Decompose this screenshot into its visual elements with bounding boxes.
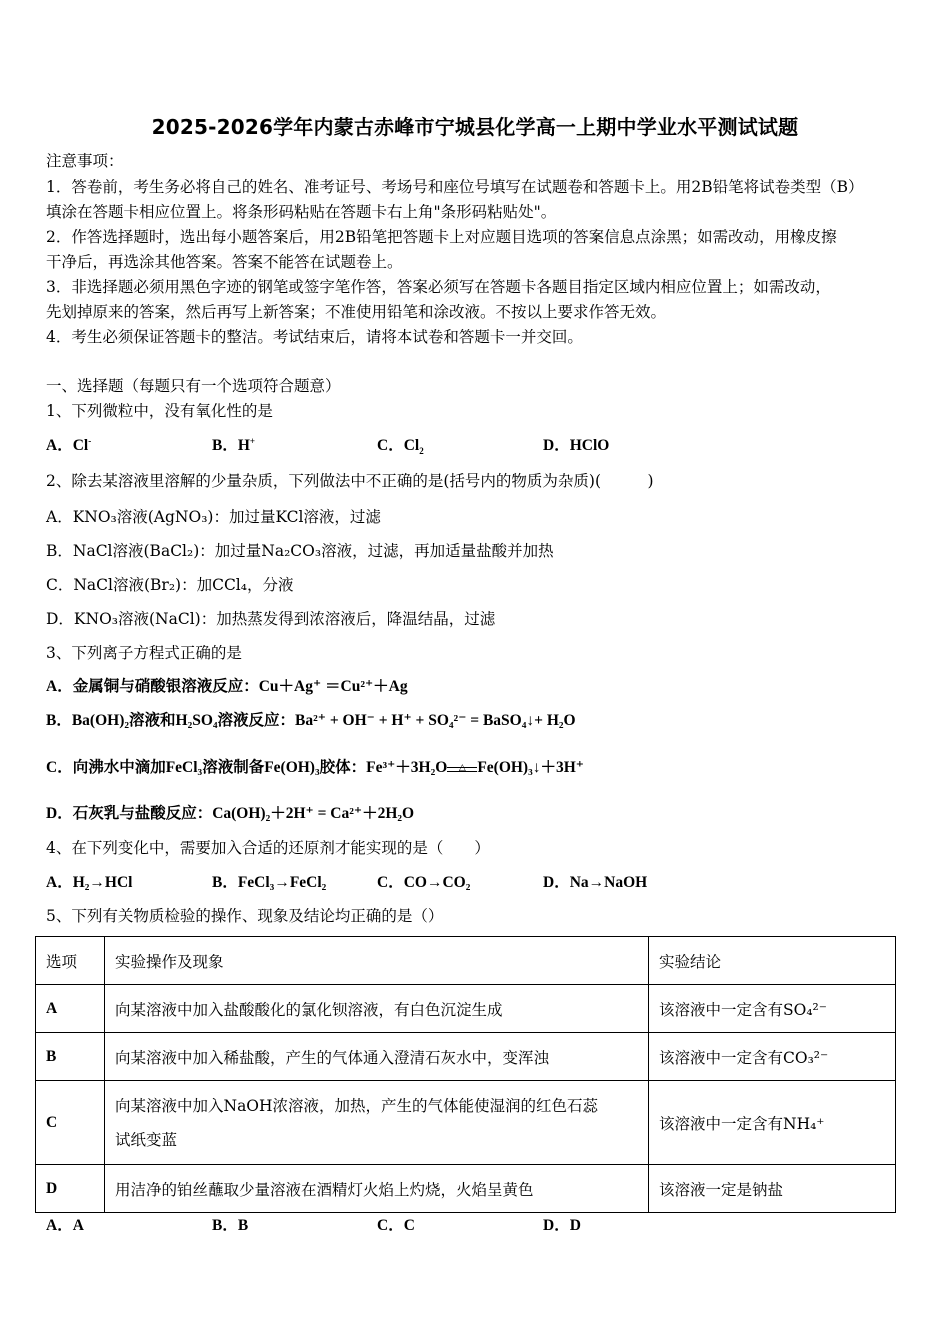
q3-stem: 3、下列离子方程式正确的是 xyxy=(46,644,242,662)
header-option: 选项 xyxy=(36,937,105,985)
heat-equals-sign: △ xyxy=(447,769,477,772)
table-row xyxy=(36,985,896,1033)
q1-option-d: D．HClO xyxy=(543,437,610,454)
q2-stem: 2、除去某溶液里溶解的少量杂质，下列做法中不正确的是(括号内的物质为杂质)( ) xyxy=(46,472,654,490)
row-option: C xyxy=(36,1081,105,1165)
notice-line-5: 3．非选择题必须用黑色字迹的钢笔或签字笔作答，答案必须写在答题卡各题目指定区域内相应位置上；如需改动， xyxy=(46,278,831,296)
q4-option-b: B．FeCl₃→FeCl₂ xyxy=(212,874,327,891)
q2-option-c: C．NaCl溶液(Br₂)：加CCl₄，分液 xyxy=(46,576,294,594)
q4-stem: 4、在下列变化中，需要加入合适的还原剂才能实现的是（ ） xyxy=(46,839,490,857)
notice-line-4: 干净后，再选涂其他答案。答案不能答在试题卷上。 xyxy=(46,253,403,271)
q1-stem: 1、下列微粒中，没有氧化性的是 xyxy=(46,402,273,420)
q1-option-c: C．$Cl_2$ xyxy=(377,437,424,457)
q2-option-a: A．KNO₃溶液(AgNO₃)：加过量KCl溶液，过滤 xyxy=(46,508,381,526)
row-operation: 用洁净的铂丝蘸取少量溶液在酒精灯火焰上灼烧，火焰呈黄色 xyxy=(105,1165,649,1213)
table-row xyxy=(36,1081,896,1165)
table-header-row xyxy=(36,937,896,985)
q1-option-b: B．H+ xyxy=(212,435,256,454)
q3-option-c: C．向沸水中滴加FeCl₃溶液制备Fe(OH)₃胶体：Fe³⁺＋3H₂O △ Fe(OH)₃↓＋3H⁺ xyxy=(46,759,584,776)
q5-table xyxy=(35,936,896,1213)
row-conclusion: 该溶液中一定含有SO₄²⁻ xyxy=(649,985,896,1033)
q5-stem: 5、下列有关物质检验的操作、现象及结论均正确的是（） xyxy=(46,907,444,925)
table-row xyxy=(36,1165,896,1213)
q3-option-a: A．金属铜与硝酸银溶液反应：Cu＋Ag⁺ ＝Cu²⁺＋Ag xyxy=(46,678,408,695)
q2-option-d: D．KNO₃溶液(NaCl)：加热蒸发得到浓溶液后，降温结晶，过滤 xyxy=(46,610,496,628)
header-operation: 实验操作及现象 xyxy=(105,937,649,985)
row-option: B xyxy=(36,1033,105,1081)
q4-option-d: D．Na→NaOH xyxy=(543,874,648,891)
notice-line-3: 2．作答选择题时，选出每小题答案后，用2B铅笔把答题卡上对应题目选项的答案信息点涂黑；如需改动，用橡皮擦 xyxy=(46,228,837,246)
row-operation: 向某溶液中加入稀盐酸，产生的气体通入澄清石灰水中，变浑浊 xyxy=(105,1033,649,1081)
q4-option-a: A．H₂→HCl xyxy=(46,874,133,891)
page-title: 2025-2026学年内蒙古赤峰市宁城县化学高一上期中学业水平测试试题 xyxy=(151,115,799,139)
q3-option-b: B．Ba(OH)₂溶液和H₂SO₄溶液反应：Ba²⁺ + OH⁻ + H⁺ + SO₄²⁻ = BaSO₄↓+ H₂O xyxy=(46,712,576,729)
table-row xyxy=(36,1033,896,1081)
row-option: D xyxy=(36,1165,105,1213)
header-conclusion: 实验结论 xyxy=(649,937,896,985)
notice-line-1: 1．答卷前，考生务必将自己的姓名、准考证号、考场号和座位号填写在试题卷和答题卡上。用2B铅笔将试卷类型（B） xyxy=(46,178,864,196)
row-option: A xyxy=(36,985,105,1033)
q5-option-a: A．A xyxy=(46,1217,84,1234)
row-operation: 向某溶液中加入NaOH浓溶液，加热，产生的气体能使湿润的红色石蕊 试纸变蓝 xyxy=(105,1081,649,1165)
section-heading: 一、选择题（每题只有一个选项符合题意） xyxy=(46,377,341,395)
notice-line-6: 先划掉原来的答案，然后再写上新答案；不准使用铅笔和涂改液。不按以上要求作答无效。 xyxy=(46,303,667,321)
q5-option-b: B．B xyxy=(212,1217,249,1234)
q1-option-a: A．Cl- xyxy=(46,435,92,454)
notice-line-2: 填涂在答题卡相应位置上。将条形码粘贴在答题卡右上角"条形码粘贴处"。 xyxy=(46,203,557,221)
row-operation: 向某溶液中加入盐酸酸化的氯化钡溶液，有白色沉淀生成 xyxy=(105,985,649,1033)
q5-option-c: C．C xyxy=(377,1217,415,1234)
q4-option-c: C．CO→CO₂ xyxy=(377,874,471,891)
notice-line-7: 4．考生必须保证答题卡的整洁。考试结束后，请将本试卷和答题卡一并交回。 xyxy=(46,328,583,346)
q5-option-d: D．D xyxy=(543,1217,581,1234)
notice-heading: 注意事项： xyxy=(46,152,124,170)
row-conclusion: 该溶液一定是钠盐 xyxy=(649,1165,896,1213)
q2-option-b: B．NaCl溶液(BaCl₂)：加过量Na₂CO₃溶液，过滤，再加适量盐酸并加热 xyxy=(46,542,554,560)
q3-option-d: D．石灰乳与盐酸反应：Ca(OH)₂＋2H⁺ = Ca²⁺＋2H₂O xyxy=(46,805,415,822)
row-conclusion: 该溶液中一定含有NH₄⁺ xyxy=(649,1081,896,1165)
row-conclusion: 该溶液中一定含有CO₃²⁻ xyxy=(649,1033,896,1081)
